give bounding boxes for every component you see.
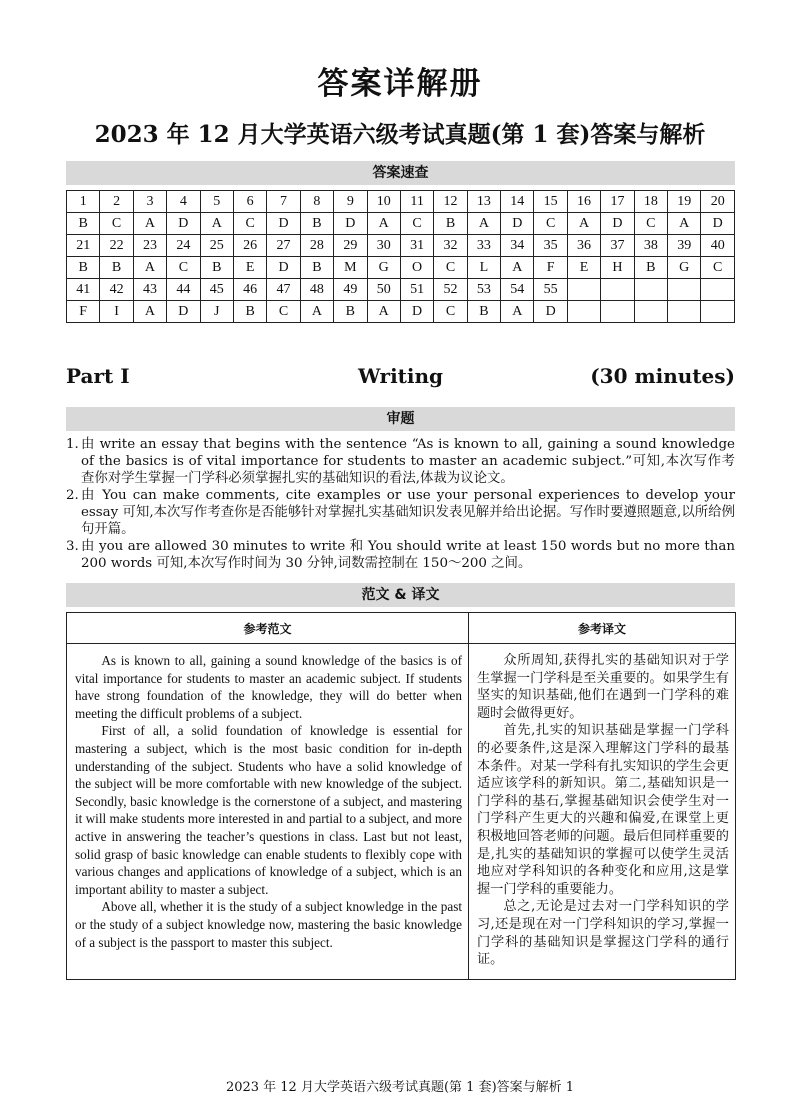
question-number-cell: 21 bbox=[67, 235, 100, 257]
answer-cell bbox=[601, 301, 634, 323]
answer-cell: A bbox=[300, 301, 333, 323]
answer-cell bbox=[567, 301, 600, 323]
answer-cell: C bbox=[100, 213, 133, 235]
note-number: 1. bbox=[66, 437, 79, 452]
question-number-cell: 39 bbox=[668, 235, 701, 257]
essay-paragraph: As is known to all, gaining a sound knowledge of the basics is of vital importance for students to master an academic subject. If students have strong foundation of the knowledge, they will do better when meeting the difficult problems of a subject. bbox=[75, 653, 462, 721]
question-number-cell: 54 bbox=[501, 279, 534, 301]
question-number-cell: 1 bbox=[67, 191, 100, 213]
answer-cell: A bbox=[501, 301, 534, 323]
question-number-cell: 50 bbox=[367, 279, 400, 301]
answer-cell: J bbox=[200, 301, 233, 323]
question-number-cell bbox=[601, 279, 634, 301]
answer-cell: B bbox=[434, 213, 467, 235]
answer-cell bbox=[634, 301, 667, 323]
answer-cell: B bbox=[300, 257, 333, 279]
question-number-cell: 10 bbox=[367, 191, 400, 213]
answer-cell: M bbox=[334, 257, 367, 279]
question-number-cell bbox=[701, 279, 735, 301]
question-number-cell: 4 bbox=[167, 191, 200, 213]
answer-cell: B bbox=[634, 257, 667, 279]
answer-row bbox=[67, 213, 735, 235]
question-number-cell: 33 bbox=[467, 235, 500, 257]
part-time: (30 minutes) bbox=[590, 364, 735, 388]
answer-cell: A bbox=[200, 213, 233, 235]
translation-paragraph: 总之,无论是过去对一门学科知识的学习,还是现在对一门学科知识的学习,掌握一门学科的基础知识是掌握这门学科的通行证。 bbox=[477, 899, 729, 968]
answer-cell: C bbox=[434, 301, 467, 323]
answer-cell: D bbox=[601, 213, 634, 235]
question-number-cell: 49 bbox=[334, 279, 367, 301]
essay-paragraph: Above all, whether it is the study of a subject knowledge in the past or the study of a subject knowledge now, mastering the basic knowledge of a subject is the passport to master this subject. bbox=[75, 899, 462, 950]
review-note bbox=[66, 538, 735, 572]
sample-translation-header: 参考译文 bbox=[469, 613, 736, 644]
answer-cell: A bbox=[668, 213, 701, 235]
review-note bbox=[66, 487, 735, 538]
note-number: 2. bbox=[66, 488, 79, 503]
question-number-cell: 45 bbox=[200, 279, 233, 301]
question-number-cell bbox=[668, 279, 701, 301]
question-number-cell: 41 bbox=[67, 279, 100, 301]
sample-essay-text bbox=[67, 644, 469, 980]
answer-cell: B bbox=[334, 301, 367, 323]
question-number-cell: 9 bbox=[334, 191, 367, 213]
essay-paragraph: First of all, a solid foundation of knowledge is essential for mastering a subject, which is the most basic condition for in-depth understanding of the subject. Students who have a solid knowledge of the subject will be more comfortable with new knowledge of the subject. Secondly, basic knowledge is the cornerstone of a subject, and mastering it will make students more interested in and partial to a subject, and more active in answering the teacher’s questions in class. Last but not least, solid grasp of basic knowledge can enable students to flexibly cope with various changes and applications of knowledge of a subject, which is an important ability to master a subject. bbox=[75, 723, 462, 897]
question-number-cell: 18 bbox=[634, 191, 667, 213]
question-number-cell: 3 bbox=[133, 191, 166, 213]
answer-cell: F bbox=[534, 257, 567, 279]
answer-cell: B bbox=[300, 213, 333, 235]
answer-cell: B bbox=[233, 301, 266, 323]
question-number-cell: 48 bbox=[300, 279, 333, 301]
answer-cell: D bbox=[267, 257, 300, 279]
question-number-cell: 12 bbox=[434, 191, 467, 213]
page-footer: 2023 年 12 月大学英语六级考试真题(第 1 套)答案与解析 1 bbox=[225, 1080, 575, 1095]
answer-cell: C bbox=[167, 257, 200, 279]
answer-cell: D bbox=[701, 213, 735, 235]
translation-paragraph: 首先,扎实的知识基础是掌握一门学科的必要条件,这是深入理解这门学科的最基本条件。对某一学科有扎实知识的学生会更适应该学科的新知识。第二,基础知识是一门学科的基石,掌握基础知识会使学生对一门学科产生更大的兴趣和偏爱,在课堂上更积极地回答老师的问题。最后但同样重要的是,扎实的基础知识的掌握可以使学生灵活地应对学科知识的各种变化和应用,这是掌握一门学科的重要能力。 bbox=[477, 723, 729, 897]
answer-cell: A bbox=[467, 213, 500, 235]
page-subtitle: 2023 年 12 月大学英语六级考试真题(第 1 套)答案与解析 bbox=[94, 121, 706, 148]
answer-cell: A bbox=[133, 301, 166, 323]
question-number-cell: 16 bbox=[567, 191, 600, 213]
question-number-cell: 51 bbox=[400, 279, 433, 301]
answer-cell bbox=[701, 301, 735, 323]
question-number-cell: 36 bbox=[567, 235, 600, 257]
question-number-cell: 42 bbox=[100, 279, 133, 301]
review-note bbox=[66, 436, 735, 487]
question-number-cell: 34 bbox=[501, 235, 534, 257]
question-number-cell: 28 bbox=[300, 235, 333, 257]
answer-row bbox=[67, 301, 735, 323]
review-heading: 审题 bbox=[66, 407, 735, 431]
question-number-cell: 43 bbox=[133, 279, 166, 301]
answer-cell: B bbox=[67, 257, 100, 279]
part-header bbox=[66, 364, 735, 390]
answer-cell: F bbox=[67, 301, 100, 323]
note-text: 由 you are allowed 30 minutes to write 和 You should write at least 150 words but no more than 200 words 可知,本次写作时间为 30 分钟,词数需控制在 150～200 之间。 bbox=[81, 539, 735, 571]
answer-key-heading: 答案速查 bbox=[66, 161, 735, 185]
question-number-cell: 23 bbox=[133, 235, 166, 257]
question-number-cell: 22 bbox=[100, 235, 133, 257]
translation-paragraph: 众所周知,获得扎实的基础知识对于学生掌握一门学科是至关重要的。如果学生有坚实的知识基础,他们在遇到一门学科的难题时会做得更好。 bbox=[477, 653, 729, 721]
answer-cell: C bbox=[267, 301, 300, 323]
question-number-row bbox=[67, 191, 735, 213]
part-title: Writing bbox=[357, 364, 444, 388]
question-number-cell: 15 bbox=[534, 191, 567, 213]
question-number-cell: 52 bbox=[434, 279, 467, 301]
question-number-cell: 14 bbox=[501, 191, 534, 213]
answer-cell: A bbox=[133, 257, 166, 279]
answer-cell: E bbox=[233, 257, 266, 279]
question-number-cell: 40 bbox=[701, 235, 735, 257]
question-number-cell: 8 bbox=[300, 191, 333, 213]
question-number-cell: 31 bbox=[400, 235, 433, 257]
sample-essay-header: 参考范文 bbox=[67, 613, 469, 644]
answer-cell: B bbox=[467, 301, 500, 323]
question-number-cell: 38 bbox=[634, 235, 667, 257]
answer-cell: H bbox=[601, 257, 634, 279]
answer-cell: C bbox=[534, 213, 567, 235]
answer-cell: A bbox=[367, 213, 400, 235]
question-number-cell: 46 bbox=[233, 279, 266, 301]
question-number-row bbox=[67, 279, 735, 301]
answer-cell: L bbox=[467, 257, 500, 279]
answer-cell: D bbox=[400, 301, 433, 323]
question-number-cell: 53 bbox=[467, 279, 500, 301]
answer-cell: B bbox=[200, 257, 233, 279]
answer-key-table bbox=[66, 190, 735, 323]
sample-translation-text bbox=[469, 644, 736, 980]
question-number-cell: 44 bbox=[167, 279, 200, 301]
answer-cell: E bbox=[567, 257, 600, 279]
page-title: 答案详解册 bbox=[317, 66, 483, 102]
sample-essay-table bbox=[66, 612, 736, 980]
answer-cell: D bbox=[334, 213, 367, 235]
answer-cell: A bbox=[133, 213, 166, 235]
question-number-cell: 25 bbox=[200, 235, 233, 257]
question-number-cell: 29 bbox=[334, 235, 367, 257]
answer-cell: D bbox=[501, 213, 534, 235]
question-number-cell: 24 bbox=[167, 235, 200, 257]
question-number-cell: 7 bbox=[267, 191, 300, 213]
sample-heading: 范文 & 译文 bbox=[66, 583, 735, 607]
question-number-cell: 47 bbox=[267, 279, 300, 301]
question-number-cell: 26 bbox=[233, 235, 266, 257]
question-number-cell: 17 bbox=[601, 191, 634, 213]
question-number-cell: 6 bbox=[233, 191, 266, 213]
question-number-cell: 13 bbox=[467, 191, 500, 213]
answer-cell: O bbox=[400, 257, 433, 279]
answer-cell: D bbox=[167, 301, 200, 323]
question-number-cell: 55 bbox=[534, 279, 567, 301]
answer-cell: A bbox=[567, 213, 600, 235]
note-number: 3. bbox=[66, 539, 79, 554]
question-number-row bbox=[67, 235, 735, 257]
question-number-cell: 19 bbox=[668, 191, 701, 213]
question-number-cell: 35 bbox=[534, 235, 567, 257]
answer-row bbox=[67, 257, 735, 279]
question-number-cell: 2 bbox=[100, 191, 133, 213]
question-number-cell: 11 bbox=[400, 191, 433, 213]
answer-cell: I bbox=[100, 301, 133, 323]
answer-cell: G bbox=[367, 257, 400, 279]
answer-cell: C bbox=[400, 213, 433, 235]
answer-cell: D bbox=[534, 301, 567, 323]
question-number-cell: 32 bbox=[434, 235, 467, 257]
part-label: Part Ⅰ bbox=[66, 364, 130, 388]
answer-cell: G bbox=[668, 257, 701, 279]
question-number-cell: 5 bbox=[200, 191, 233, 213]
answer-cell: C bbox=[434, 257, 467, 279]
answer-cell: D bbox=[167, 213, 200, 235]
note-text: 由 write an essay that begins with the sentence “As is known to all, gaining a sound knowledge of the basics is of vital importance for students to master an academic subject.”可知,本次写作考查你对学生掌握一门学科必须掌握扎实的基础知识的看法,体裁为议论文。 bbox=[81, 437, 735, 486]
question-number-cell bbox=[567, 279, 600, 301]
answer-cell: C bbox=[233, 213, 266, 235]
question-number-cell: 37 bbox=[601, 235, 634, 257]
note-text: 由 You can make comments, cite examples or use your personal experiences to develop your essay 可知,本次写作考查你是否能够针对掌握扎实基础知识发表见解并给出论据。写作时要遵照题意,以所给例句开篇。 bbox=[81, 488, 735, 537]
answer-cell: C bbox=[701, 257, 735, 279]
question-number-cell: 27 bbox=[267, 235, 300, 257]
review-notes bbox=[66, 436, 735, 572]
answer-cell: B bbox=[67, 213, 100, 235]
question-number-cell: 30 bbox=[367, 235, 400, 257]
question-number-cell: 20 bbox=[701, 191, 735, 213]
question-number-cell bbox=[634, 279, 667, 301]
answer-cell: A bbox=[501, 257, 534, 279]
answer-cell: A bbox=[367, 301, 400, 323]
answer-cell: B bbox=[100, 257, 133, 279]
answer-cell: D bbox=[267, 213, 300, 235]
answer-cell bbox=[668, 301, 701, 323]
answer-cell: C bbox=[634, 213, 667, 235]
